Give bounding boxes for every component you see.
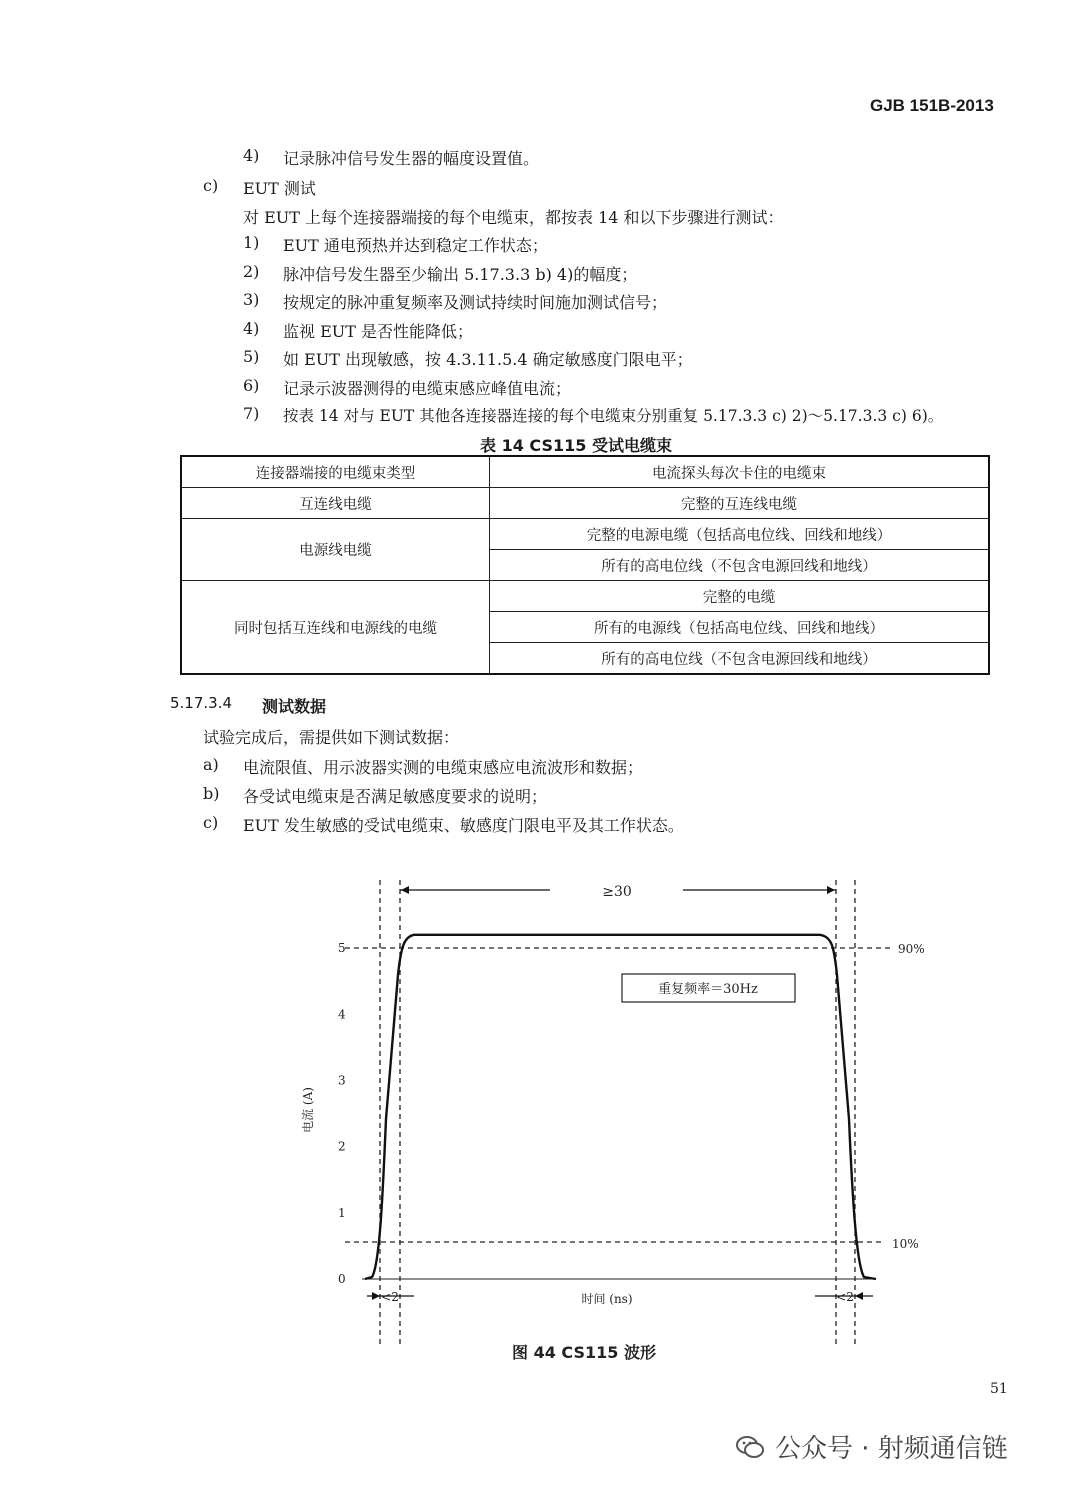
table-cell: 互连线电缆 [181, 488, 490, 519]
pulse-waveform-line [365, 935, 876, 1279]
fall-arrow [855, 1292, 863, 1300]
step-c5-num: 5) [243, 347, 260, 366]
section-number: 5.17.3.4 [170, 694, 233, 712]
data-item-c-num: c) [203, 813, 219, 832]
data-item-a-num: a) [203, 755, 219, 774]
width-arrow-left [401, 886, 409, 894]
table-cell: 完整的电缆 [490, 581, 990, 612]
step-c1-num: 1) [243, 233, 260, 252]
step-b4-text: 记录脉冲信号发生器的幅度设置值。 [283, 149, 540, 168]
level-10-label: 10% [892, 1237, 919, 1251]
step-c2-num: 2) [243, 262, 260, 281]
width-arrow-right [827, 886, 835, 894]
step-c1-text: EUT 通电预热并达到稳定工作状态； [283, 236, 548, 255]
y-tick-label: 5 [338, 941, 346, 956]
figure-caption: 图 44 CS115 波形 [512, 1343, 656, 1362]
fall-time-label: <2 [836, 1290, 854, 1304]
level-90-label: 90% [898, 942, 925, 956]
table-cell: 电源线电缆 [181, 519, 490, 581]
watermark-text: 公众号 · 射频通信链 [775, 1434, 1008, 1464]
table-cell: 完整的互连线电缆 [490, 488, 990, 519]
table-cell: 所有的高电位线（不包含电源回线和地线） [490, 643, 990, 675]
watermark [735, 1428, 1008, 1465]
step-c6-num: 6) [243, 376, 260, 395]
y-axis-label: 电流 (A) [301, 1087, 315, 1133]
y-tick-label: 2 [338, 1139, 346, 1154]
section-title: 测试数据 [262, 697, 327, 716]
step-c3-num: 3) [243, 290, 260, 309]
step-c5-text: 如 EUT 出现敏感，按 4.3.11.5.4 确定敏感度门限电平； [283, 350, 693, 369]
step-b4-num: 4) [243, 146, 260, 165]
page-number: 51 [990, 1381, 1008, 1397]
table-caption: 表 14 CS115 受试电缆束 [480, 436, 672, 455]
rise-time-label: <2 [381, 1290, 399, 1304]
y-tick-label: 3 [338, 1073, 346, 1088]
section-data-intro: 试验完成后，需提供如下测试数据： [203, 728, 460, 747]
section-c-label: c) [203, 176, 219, 195]
table-header-clamp: 电流探头每次卡住的电缆束 [490, 456, 990, 488]
rise-arrow [372, 1292, 380, 1300]
data-item-b-text: 各受试电缆束是否满足敏感度要求的说明； [243, 787, 548, 806]
table-header-type: 连接器端接的电缆束类型 [181, 456, 490, 488]
step-c4-num: 4) [243, 319, 260, 338]
y-tick-label: 1 [338, 1205, 346, 1220]
wechat-icon [735, 1432, 765, 1462]
y-tick-label: 0 [338, 1272, 346, 1286]
section-c-title: EUT 测试 [243, 179, 316, 198]
table-cell: 完整的电源电缆（包括高电位线、回线和地线） [490, 519, 990, 550]
pulse-width-label: ≥30 [602, 884, 632, 900]
section-c-intro: 对 EUT 上每个连接器端接的每个电缆束，都按表 14 和以下步骤进行测试： [243, 208, 784, 227]
table-cell: 所有的高电位线（不包含电源回线和地线） [490, 550, 990, 581]
step-c2-text: 脉冲信号发生器至少输出 5.17.3.3 b) 4)的幅度； [283, 265, 638, 284]
y-tick-label: 4 [338, 1007, 346, 1022]
step-c4-text: 监视 EUT 是否性能降低； [283, 322, 474, 341]
step-c3-text: 按规定的脉冲重复频率及测试持续时间施加测试信号； [283, 293, 668, 312]
table-cell: 所有的电源线（包括高电位线、回线和地线） [490, 612, 990, 643]
step-c7-num: 7) [243, 404, 260, 423]
rep-rate-label: 重复频率＝30Hz [658, 982, 758, 997]
standard-number: GJB 151B-2013 [870, 96, 994, 115]
step-c6-text: 记录示波器测得的电缆束感应峰值电流； [283, 379, 572, 398]
data-item-b-num: b) [203, 784, 220, 803]
step-c7-text: 按表 14 对与 EUT 其他各连接器连接的每个电缆束分别重复 5.17.3.3 c) 2)～5.17.3.3 c) 6)。 [283, 407, 944, 425]
x-axis-label: 时间 (ns) [581, 1292, 633, 1306]
table-cell: 同时包括互连线和电源线的电缆 [181, 581, 490, 675]
data-item-a-text: 电流限值、用示波器实测的电缆束感应电流波形和数据； [243, 758, 644, 777]
data-item-c-text: EUT 发生敏感的受试电缆束、敏感度门限电平及其工作状态。 [243, 816, 684, 835]
